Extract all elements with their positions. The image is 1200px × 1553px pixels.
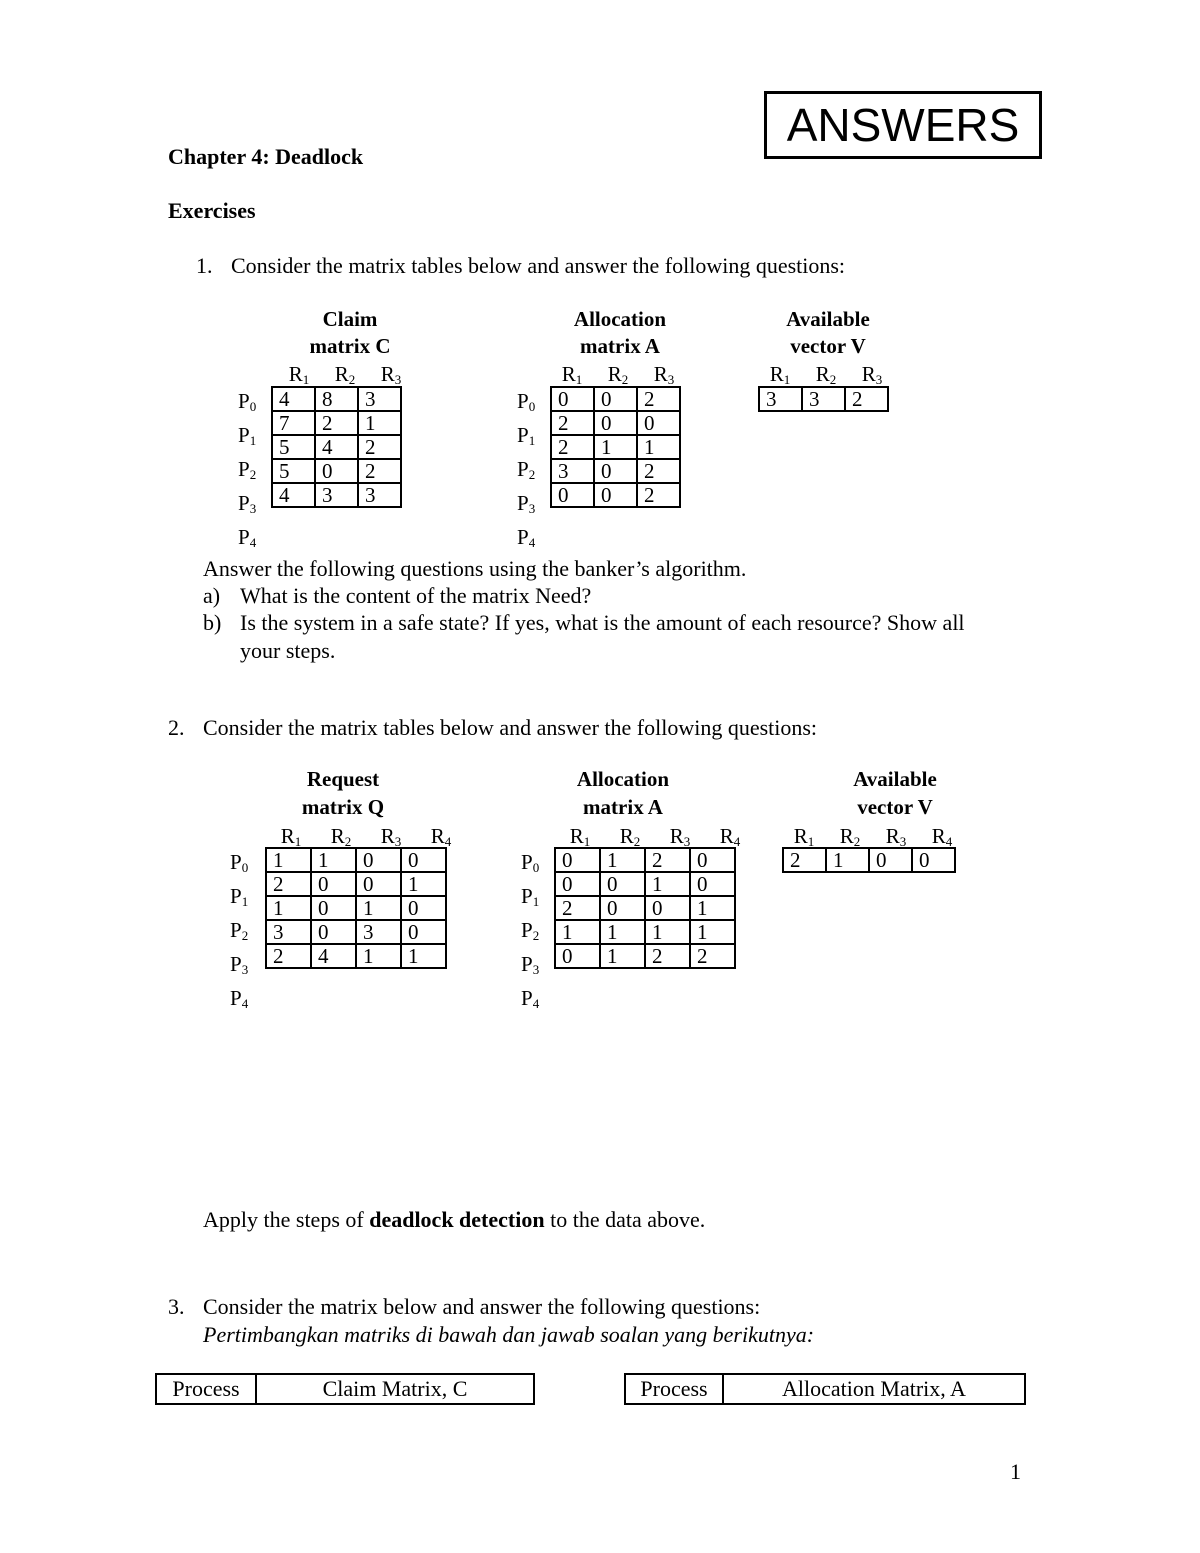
column-label: $R_1$ xyxy=(793,824,815,849)
matrix-cell: 1 xyxy=(266,848,311,872)
matrix-cell: 4 xyxy=(272,483,315,507)
row-label: $P_2$ xyxy=(517,457,536,482)
matrix-cell: 3 xyxy=(266,920,311,944)
q2-alloc-row-labels xyxy=(521,848,539,1018)
matrix-cell: 3 xyxy=(802,387,845,411)
matrix-cell: 1 xyxy=(637,435,680,459)
matrix-cell: 0 xyxy=(401,896,446,920)
row-label: $P_1$ xyxy=(238,423,257,448)
matrix-cell: 0 xyxy=(637,411,680,435)
q1-text: Consider the matrix tables below and answer the following questions: xyxy=(231,253,846,278)
column-label: $R_1$ xyxy=(280,824,302,849)
q2-apply-prefix: Apply the steps of xyxy=(203,1207,370,1232)
matrix-cell: 0 xyxy=(555,848,600,872)
matrix-cell: 2 xyxy=(555,896,600,920)
column-label: $R_3$ xyxy=(380,824,402,849)
column-label: $R_2$ xyxy=(619,824,641,849)
matrix-cell: 0 xyxy=(600,896,645,920)
row-label: $P_2$ xyxy=(238,457,257,482)
chapter-title: Chapter 4: Deadlock xyxy=(168,144,364,169)
row-label: $P_1$ xyxy=(230,884,249,909)
matrix-cell: 1 xyxy=(645,872,690,896)
q2-request-title-1: Request xyxy=(306,767,380,791)
q2-text: Consider the matrix tables below and answer the following questions: xyxy=(203,715,818,740)
q1-a-label: a) xyxy=(203,583,221,608)
matrix-cell: 0 xyxy=(645,896,690,920)
matrix-cell: 5 xyxy=(272,459,315,483)
matrix-cell: 2 xyxy=(783,848,826,872)
matrix-cell: 0 xyxy=(594,459,637,483)
q1-claim-matrix xyxy=(271,386,402,508)
q1-number: 1. xyxy=(196,253,213,278)
row-label: $P_0$ xyxy=(238,389,257,414)
matrix-cell: 1 xyxy=(266,896,311,920)
matrix-cell: 4 xyxy=(272,387,315,411)
matrix-cell: 0 xyxy=(690,872,735,896)
matrix-cell: 0 xyxy=(356,872,401,896)
matrix-cell: 1 xyxy=(356,944,401,968)
q1-claim-title-2: matrix C xyxy=(309,334,391,358)
matrix-cell: 0 xyxy=(551,483,594,507)
matrix-row xyxy=(272,435,401,459)
matrix-cell: 1 xyxy=(311,848,356,872)
row-label: $P_3$ xyxy=(230,952,249,977)
row-label: $P_4$ xyxy=(517,525,536,550)
q1-instruction: Answer the following questions using the banker’s algorithm. xyxy=(203,556,747,581)
matrix-cell: 3 xyxy=(358,387,401,411)
column-label: $R_3$ xyxy=(380,362,402,387)
q1-avail-title-1: Available xyxy=(786,307,870,331)
q2-avail-title-2: vector V xyxy=(857,795,933,819)
matrix-cell: 2 xyxy=(690,944,735,968)
matrix-cell: 1 xyxy=(401,944,446,968)
exercises-heading: Exercises xyxy=(168,198,256,223)
row-label: $P_0$ xyxy=(230,850,249,875)
q3-alloc-process-cell: Process xyxy=(625,1374,723,1404)
matrix-row xyxy=(266,848,446,872)
matrix-cell: 1 xyxy=(600,848,645,872)
q2-apply-bold: deadlock detection xyxy=(369,1207,545,1232)
q1-claim-row-labels xyxy=(238,387,256,557)
matrix-cell: 2 xyxy=(551,411,594,435)
q1-b-label: b) xyxy=(203,610,222,635)
matrix-cell: 0 xyxy=(594,411,637,435)
q2-avail-title-1: Available xyxy=(853,767,937,791)
matrix-cell: 3 xyxy=(356,920,401,944)
answers-box xyxy=(764,91,1042,159)
column-label: $R_1$ xyxy=(561,362,583,387)
matrix-cell: 1 xyxy=(645,920,690,944)
matrix-row xyxy=(551,411,680,435)
q3-claim-process-cell: Process xyxy=(156,1374,256,1404)
matrix-cell: 3 xyxy=(358,483,401,507)
column-label: $R_2$ xyxy=(839,824,861,849)
q2-alloc-title-2: matrix A xyxy=(583,795,663,819)
q2-allocation-matrix xyxy=(554,847,736,969)
q1-alloc-title-1: Allocation xyxy=(573,307,667,331)
column-label: $R_1$ xyxy=(769,362,791,387)
column-label: $R_3$ xyxy=(861,362,883,387)
q3-claim-title-cell: Claim Matrix, C xyxy=(256,1374,534,1404)
matrix-row xyxy=(551,435,680,459)
matrix-row xyxy=(272,387,401,411)
matrix-row xyxy=(551,387,680,411)
matrix-cell: 2 xyxy=(845,387,888,411)
column-label: $R_1$ xyxy=(569,824,591,849)
matrix-cell: 3 xyxy=(759,387,802,411)
q3-alloc-title-cell: Allocation Matrix, A xyxy=(723,1374,1025,1404)
matrix-cell: 0 xyxy=(600,872,645,896)
matrix-cell: 1 xyxy=(594,435,637,459)
row-label: $P_0$ xyxy=(521,850,540,875)
matrix-row xyxy=(272,483,401,507)
row-label: $P_4$ xyxy=(238,525,257,550)
column-label: $R_4$ xyxy=(430,824,452,849)
matrix-cell: 1 xyxy=(690,920,735,944)
q1-allocation-matrix xyxy=(550,386,681,508)
q2-available-vector xyxy=(782,847,956,873)
matrix-cell: 2 xyxy=(551,435,594,459)
matrix-cell: 0 xyxy=(315,459,358,483)
matrix-cell: 1 xyxy=(690,896,735,920)
matrix-cell: 1 xyxy=(401,872,446,896)
matrix-cell: 2 xyxy=(358,459,401,483)
matrix-cell: 0 xyxy=(311,872,356,896)
row-label: $P_4$ xyxy=(230,986,249,1011)
matrix-cell: 0 xyxy=(311,920,356,944)
q1-alloc-row-labels xyxy=(517,387,535,557)
matrix-cell: 0 xyxy=(594,483,637,507)
column-label: $R_3$ xyxy=(669,824,691,849)
q2-request-row-labels xyxy=(230,848,248,1018)
vector-row xyxy=(759,387,888,411)
column-label: $R_2$ xyxy=(815,362,837,387)
matrix-cell: 0 xyxy=(311,896,356,920)
matrix-cell: 1 xyxy=(555,920,600,944)
column-label: $R_2$ xyxy=(334,362,356,387)
matrix-cell: 0 xyxy=(912,848,955,872)
matrix-cell: 2 xyxy=(266,944,311,968)
row-label: $P_2$ xyxy=(230,918,249,943)
matrix-cell: 0 xyxy=(551,387,594,411)
matrix-cell: 2 xyxy=(266,872,311,896)
row-label: $P_1$ xyxy=(521,884,540,909)
q3-alloc-table-header xyxy=(624,1373,1026,1405)
matrix-row xyxy=(555,896,735,920)
matrix-row xyxy=(272,411,401,435)
matrix-cell: 2 xyxy=(645,944,690,968)
matrix-cell: 0 xyxy=(690,848,735,872)
matrix-cell: 4 xyxy=(311,944,356,968)
matrix-cell: 0 xyxy=(869,848,912,872)
matrix-cell: 0 xyxy=(401,848,446,872)
column-label: $R_2$ xyxy=(330,824,352,849)
q1-claim-title-1: Claim xyxy=(322,307,378,331)
q3-claim-table-header xyxy=(155,1373,535,1405)
matrix-cell: 5 xyxy=(272,435,315,459)
matrix-row xyxy=(272,459,401,483)
row-label: $P_3$ xyxy=(238,491,257,516)
q1-avail-title-2: vector V xyxy=(790,334,866,358)
matrix-cell: 2 xyxy=(637,387,680,411)
matrix-cell: 0 xyxy=(555,872,600,896)
matrix-cell: 3 xyxy=(551,459,594,483)
row-label: $P_2$ xyxy=(521,918,540,943)
row-label: $P_3$ xyxy=(521,952,540,977)
matrix-cell: 0 xyxy=(594,387,637,411)
matrix-cell: 2 xyxy=(645,848,690,872)
q3-text: Consider the matrix below and answer the following questions: xyxy=(203,1294,761,1319)
matrix-row xyxy=(266,944,446,968)
q2-number: 2. xyxy=(168,715,185,740)
matrix-cell: 2 xyxy=(358,435,401,459)
q2-request-matrix xyxy=(265,847,447,969)
row-label: $P_4$ xyxy=(521,986,540,1011)
matrix-cell: 0 xyxy=(356,848,401,872)
row-label: $P_3$ xyxy=(517,491,536,516)
matrix-cell: 8 xyxy=(315,387,358,411)
matrix-cell: 2 xyxy=(637,459,680,483)
matrix-cell: 1 xyxy=(600,944,645,968)
q2-alloc-title-1: Allocation xyxy=(576,767,670,791)
matrix-row xyxy=(266,920,446,944)
q2-apply-text xyxy=(203,1206,705,1234)
matrix-row xyxy=(555,920,735,944)
matrix-cell: 1 xyxy=(600,920,645,944)
q3-text-malay-italic: Pertimbangkan matriks di bawah dan jawab soalan yang berikutnya: xyxy=(203,1322,815,1347)
q2-request-title-2: matrix Q xyxy=(301,795,385,819)
q2-apply-suffix: to the data above. xyxy=(544,1207,706,1232)
matrix-cell: 2 xyxy=(637,483,680,507)
matrix-cell: 2 xyxy=(315,411,358,435)
q1-b-text-1: Is the system in a safe state? If yes, what is the amount of each resource? Show all xyxy=(240,610,965,635)
matrix-cell: 1 xyxy=(356,896,401,920)
q3-number: 3. xyxy=(168,1294,185,1319)
matrix-row xyxy=(551,483,680,507)
column-label: $R_4$ xyxy=(719,824,741,849)
vector-row xyxy=(783,848,955,872)
matrix-row xyxy=(555,848,735,872)
column-label: $R_4$ xyxy=(931,824,953,849)
matrix-row xyxy=(555,944,735,968)
matrix-cell: 0 xyxy=(555,944,600,968)
matrix-cell: 1 xyxy=(826,848,869,872)
column-label: $R_1$ xyxy=(288,362,310,387)
q1-alloc-title-2: matrix A xyxy=(580,334,660,358)
matrix-cell: 4 xyxy=(315,435,358,459)
matrix-cell: 3 xyxy=(315,483,358,507)
column-label: $R_3$ xyxy=(653,362,675,387)
column-label: $R_3$ xyxy=(885,824,907,849)
matrix-cell: 1 xyxy=(358,411,401,435)
matrix-row xyxy=(266,872,446,896)
column-label: $R_2$ xyxy=(607,362,629,387)
answers-label: ANSWERS xyxy=(786,99,1020,151)
matrix-row xyxy=(551,459,680,483)
q1-a-text: What is the content of the matrix Need? xyxy=(240,583,592,608)
row-label: $P_0$ xyxy=(517,389,536,414)
matrix-cell: 0 xyxy=(401,920,446,944)
page-number: 1 xyxy=(1010,1459,1021,1484)
q1-b-text-2: your steps. xyxy=(240,638,336,663)
q3-text-malay xyxy=(203,1321,814,1349)
row-label: $P_1$ xyxy=(517,423,536,448)
matrix-row xyxy=(266,896,446,920)
matrix-row xyxy=(555,872,735,896)
q1-available-vector xyxy=(758,386,889,412)
matrix-cell: 7 xyxy=(272,411,315,435)
